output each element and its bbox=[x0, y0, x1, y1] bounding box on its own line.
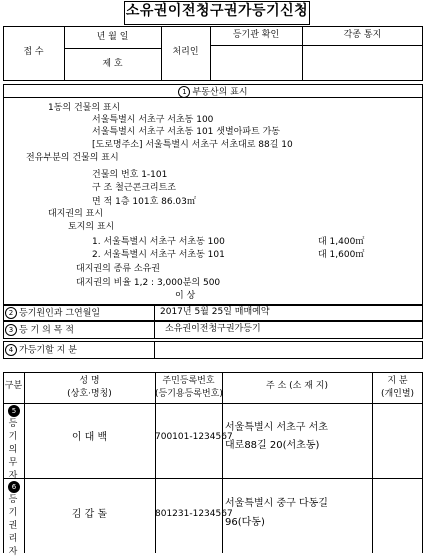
section-number-6: 6 bbox=[8, 481, 20, 493]
obligor-name: 이 대 백 bbox=[71, 432, 108, 443]
col-id-sub: (등기용등록번호) bbox=[155, 389, 223, 399]
section-number-3: 3 bbox=[5, 324, 17, 336]
portion-label-wrap bbox=[5, 344, 77, 357]
processor-label: 처리인 bbox=[172, 47, 199, 57]
cause-label: 등기원인과 그연월일 bbox=[19, 308, 101, 319]
rightholder-name: 김 갑 돌 bbox=[71, 509, 108, 520]
rightholder-role: 등기권리자 bbox=[8, 495, 18, 557]
col-name: 성 명 bbox=[79, 376, 100, 386]
land-rights-header: 대지권의 표시 bbox=[48, 209, 104, 219]
building-addr-2: 서울특별시 서초구 서초동 101 샛별아파트 가동 bbox=[92, 127, 280, 137]
land-header: 토지의 표시 bbox=[68, 222, 115, 232]
registrar-check-label: 등기관 확인 bbox=[232, 30, 280, 40]
road-address: [도로명주소] 서울특별시 서초구 서초대로 88길 10 bbox=[92, 140, 293, 150]
land-2-area: 대 1,600㎡ bbox=[318, 250, 365, 260]
receipt-date-label: 년 월 일 bbox=[96, 32, 129, 42]
col-name-sub: (상호·명칭) bbox=[67, 389, 112, 399]
obligor-address-2: 대로88길 20(서초동) bbox=[225, 440, 320, 451]
land-1: 1. 서울특별시 서초구 서초동 100 bbox=[92, 237, 225, 247]
col-address: 주 소 (소 재 지) bbox=[266, 381, 328, 391]
end-marker: 이 상 bbox=[175, 291, 196, 301]
unit-number: 건물의 번호 1-101 bbox=[92, 170, 168, 180]
land-right-ratio: 대지권의 비율 1,2 : 3,000분의 500 bbox=[76, 278, 221, 288]
rightholder-address-1: 서울특별시 중구 다동길 bbox=[225, 498, 328, 509]
receipt-label: 접 수 bbox=[23, 47, 44, 57]
cause-value: 2017년 5월 25일 매매예약 bbox=[160, 307, 270, 317]
col-id: 주민등록번호 bbox=[162, 376, 215, 386]
purpose-label-wrap bbox=[5, 324, 74, 337]
portion-label: 가등기할 지 분 bbox=[19, 345, 77, 356]
unit-structure: 구 조 철근콘크리트조 bbox=[92, 183, 176, 193]
rightholder-address-2: 96(다동) bbox=[225, 517, 265, 528]
rightholder-id: 801231-1234567 bbox=[155, 509, 233, 519]
col-type: 구분 bbox=[4, 381, 23, 391]
col-share: 지 분 bbox=[387, 376, 408, 386]
purpose-value: 소유권이전청구권가등기 bbox=[165, 324, 261, 334]
land-2: 2. 서울특별시 서초구 서초동 101 bbox=[92, 250, 225, 260]
rightholder-role-cell bbox=[7, 481, 21, 559]
obligor-address-1: 서울특별시 서초구 서초 bbox=[225, 422, 328, 433]
section-number-4: 4 bbox=[5, 344, 17, 356]
obligor-role: 등기의무자 bbox=[8, 419, 18, 481]
page-title: 소유권이전청구권가등기신청 bbox=[125, 3, 309, 19]
purpose-label: 등 기 의 목 적 bbox=[19, 325, 74, 336]
section-number-5: 5 bbox=[8, 405, 20, 417]
section-number-1: 1 bbox=[178, 86, 190, 98]
unit-area: 면 적 1층 101호 86.03㎡ bbox=[92, 197, 196, 207]
section-number-2: 2 bbox=[5, 307, 17, 319]
land-right-type: 대지권의 종류 소유권 bbox=[76, 264, 160, 274]
land-1-area: 대 1,400㎡ bbox=[318, 237, 365, 247]
receipt-no-label: 제 호 bbox=[102, 59, 123, 69]
property-header bbox=[3, 86, 423, 99]
notice-label: 각종 통지 bbox=[343, 30, 382, 40]
col-share-sub: (개인별) bbox=[380, 389, 415, 399]
obligor-role-cell bbox=[7, 405, 21, 483]
cause-label-wrap bbox=[5, 307, 100, 320]
building-addr-1: 서울특별시 서초구 서초동 100 bbox=[92, 115, 214, 125]
obligor-id: 700101-1234567 bbox=[155, 432, 233, 442]
property-header-label: 부동산의 표시 bbox=[192, 87, 248, 98]
building-header: 1동의 건물의 표시 bbox=[48, 103, 121, 113]
unit-header: 전유부분의 건물의 표시 bbox=[26, 153, 119, 163]
